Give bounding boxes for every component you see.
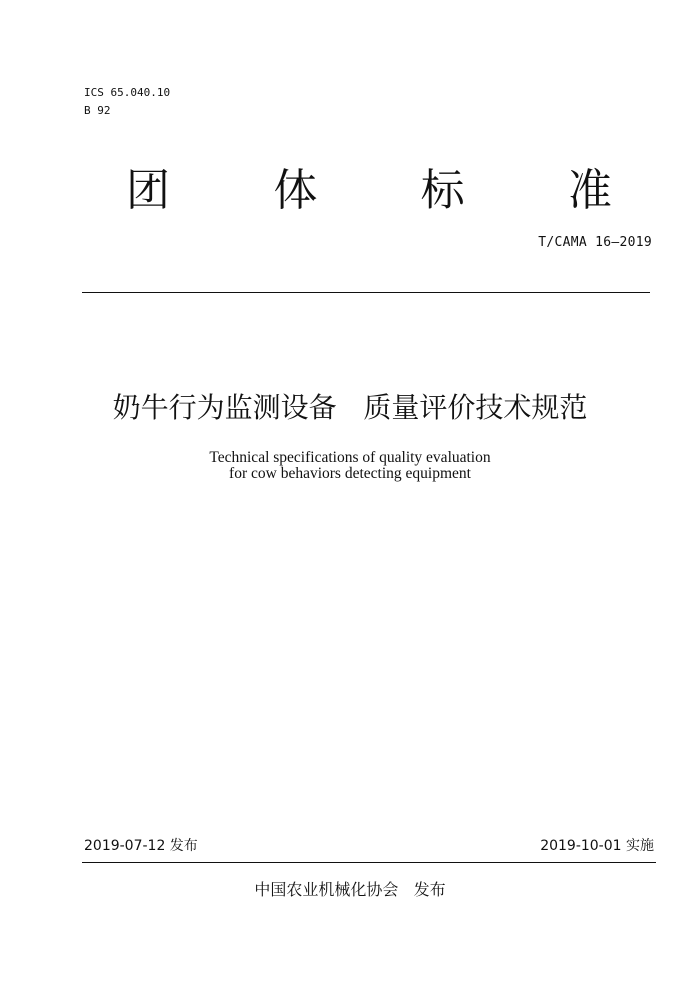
standard-type-title [82,163,656,219]
document-title-english [0,450,700,482]
issue-date: 2019-07-12 发布 [84,838,198,854]
ics-code: ICS 65.040.10 [84,86,171,99]
english-title-line-1: Technical specifications of quality evaluation [209,449,491,466]
title-char-3: 标 [420,165,465,216]
document-title-chinese: 奶牛行为监测设备 质量评价技术规范 [112,391,588,424]
publisher: 中国农业机械化协会 发布 [254,880,446,899]
implementation-date: 2019-10-01 实施 [540,838,654,854]
title-char-1: 团 [126,165,170,216]
top-divider [82,292,650,293]
title-char-2: 体 [273,165,318,216]
bottom-divider [82,862,656,863]
english-title-line-2: for cow behaviors detecting equipment [229,465,471,482]
title-char-4: 准 [567,165,612,216]
standard-number: T/CAMA 16—2019 [538,235,652,250]
classification-code: B 92 [84,104,111,117]
